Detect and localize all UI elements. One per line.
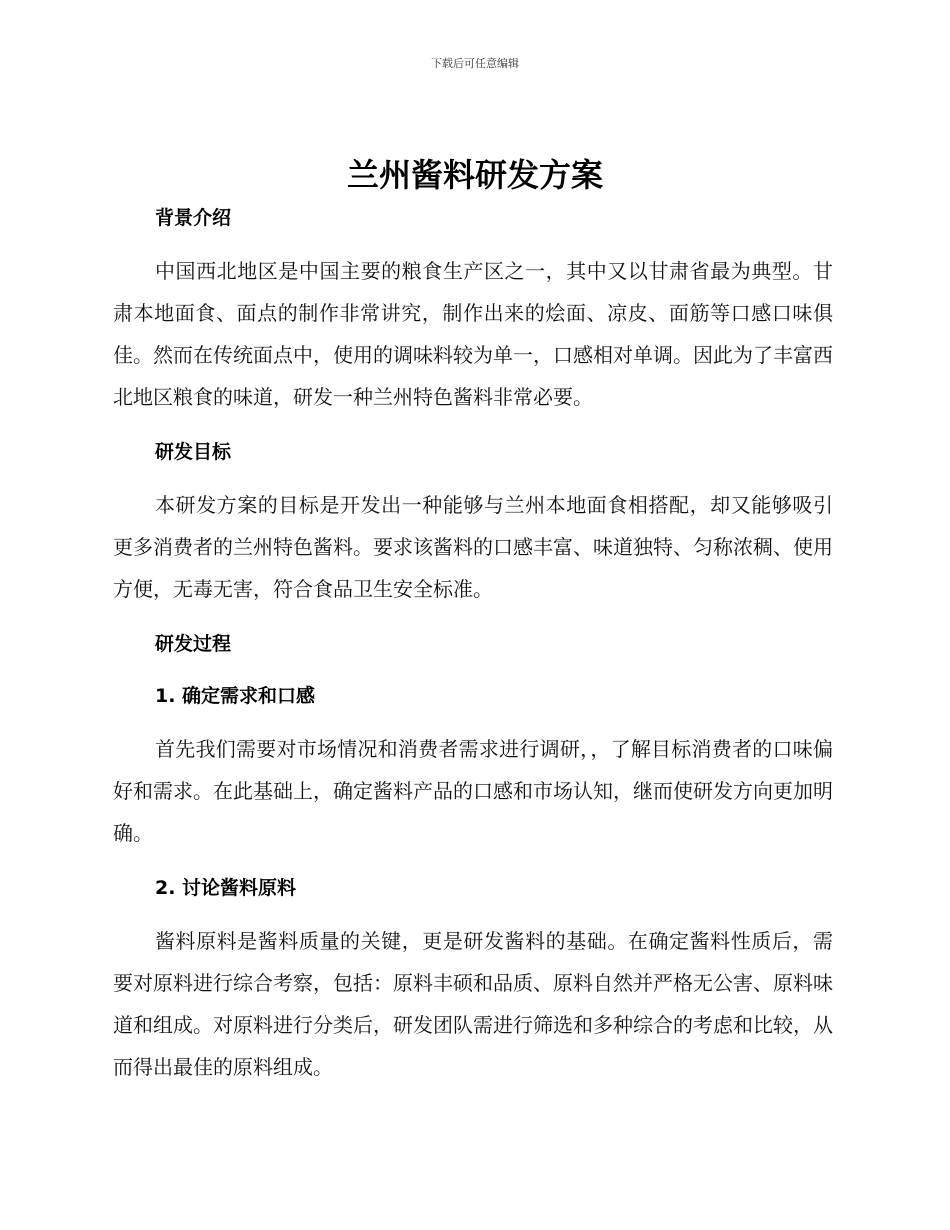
paragraph-step-1: 首先我们需要对市场情况和消费者需求进行调研，，了解目标消费者的口味偏好和需求。在此基础上，确定酱料产品的口感和市场认知，继而使研发方向更加明确。: [113, 737, 833, 845]
section-heading-step-1: 1. 确定需求和口感: [155, 685, 316, 707]
section-heading-goal: 研发目标: [155, 441, 232, 463]
section-heading-process: 研发过程: [155, 633, 232, 655]
paragraph-goal: 本研发方案的目标是开发出一种能够与兰州本地面食相搭配，却又能够吸引更多消费者的兰州特色酱料。要求该酱料的口感丰富、味道独特、匀称浓稠、使用方便，无毒无害，符合食品卫生安全标准。: [113, 493, 833, 601]
paragraph-background: 中国西北地区是中国主要的粮食生产区之一，其中又以甘肃省最为典型。甘肃本地面食、面点的制作非常讲究，制作出来的烩面、凉皮、面筋等口感口味俱佳。然而在传统面点中，使用的调味料较为单一，口感相对单调。因此为了丰富西北地区粮食的味道，研发一种兰州特色酱料非常必要。: [113, 259, 833, 409]
section-heading-step-2: 2. 讨论酱料原料: [155, 877, 297, 899]
header-note: 下载后可任意编辑: [431, 57, 519, 70]
document-body: [113, 200, 833, 1088]
paragraph-step-2: 酱料原料是酱料质量的关键，更是研发酱料的基础。在确定酱料性质后，需要对原料进行综合考察，包括：原料丰硕和品质、原料自然并严格无公害、原料味道和组成。对原料进行分类后，研发团队需进行筛选和多种综合的考虑和比较，从而得出最佳的原料组成。: [113, 929, 833, 1079]
document-title: 兰州酱料研发方案: [346, 156, 603, 194]
section-heading-background: 背景介绍: [155, 207, 232, 229]
